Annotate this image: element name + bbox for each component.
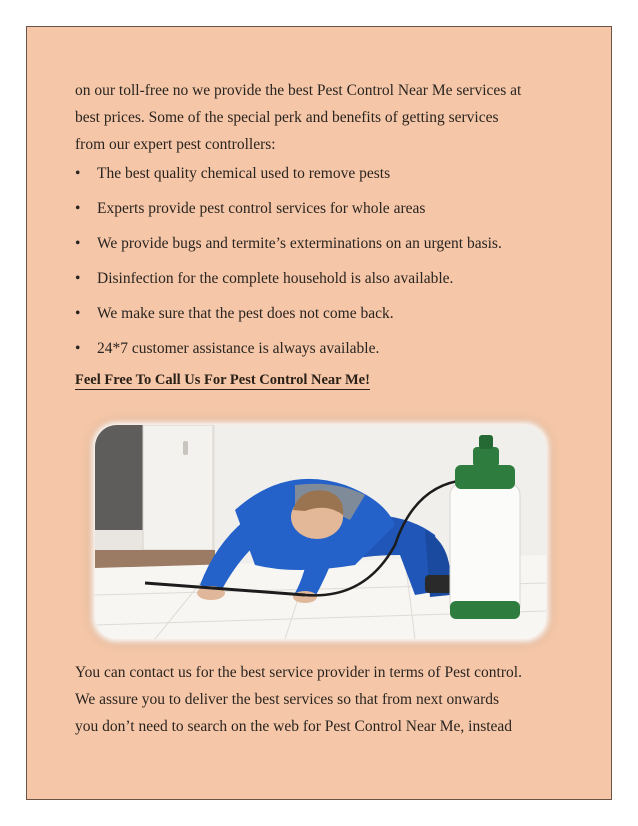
cabinet-handle (183, 441, 188, 455)
intro-line-2: best prices. Some of the special perk and benefits of getting services (75, 109, 499, 126)
outro-line-1: You can contact us for the best service provider in terms of Pest control. (75, 664, 522, 681)
page-body (75, 77, 575, 390)
bullet-icon: • (75, 200, 81, 217)
outro-line-3: you don’t need to search on the web for Pest Control Near Me, instead (75, 718, 513, 735)
list-item-text: We make sure that the pest does not come back. (97, 305, 394, 322)
document-page (26, 26, 612, 800)
list-item-text: We provide bugs and termite’s exterminations on an urgent basis. (97, 235, 502, 252)
list-item (75, 304, 575, 324)
oven-door (95, 425, 143, 530)
worker-spraying-illustration (95, 425, 546, 639)
section-heading-text: Feel Free To Call Us For Pest Control Near Me! (75, 372, 370, 388)
section-heading (75, 370, 575, 390)
bullet-icon: • (75, 165, 81, 182)
list-item (75, 199, 575, 219)
benefits-list (75, 164, 575, 359)
outro-line-2: We assure you to deliver the best services so that from next onwards (75, 691, 500, 708)
list-item-text: Experts provide pest control services for whole areas (97, 200, 426, 217)
list-item (75, 234, 575, 254)
list-item (75, 164, 575, 184)
pest-control-photo (95, 425, 546, 639)
bullet-icon: • (75, 270, 81, 287)
list-item-text: The best quality chemical used to remove pests (97, 165, 391, 182)
intro-paragraph (75, 77, 575, 158)
intro-line-1: on our toll-free no we provide the best Pest Control Near Me services at (75, 82, 522, 99)
intro-line-3: from our expert pest controllers: (75, 136, 276, 153)
list-item-text: Disinfection for the complete household is also available. (97, 270, 454, 287)
list-item-text: 24*7 customer assistance is always available. (97, 340, 380, 357)
bullet-icon: • (75, 305, 81, 322)
list-item (75, 269, 575, 289)
list-item (75, 339, 575, 359)
bullet-icon: • (75, 235, 81, 252)
closing-paragraph (75, 659, 595, 740)
bullet-icon: • (75, 340, 81, 357)
cabinet-door (143, 425, 213, 550)
